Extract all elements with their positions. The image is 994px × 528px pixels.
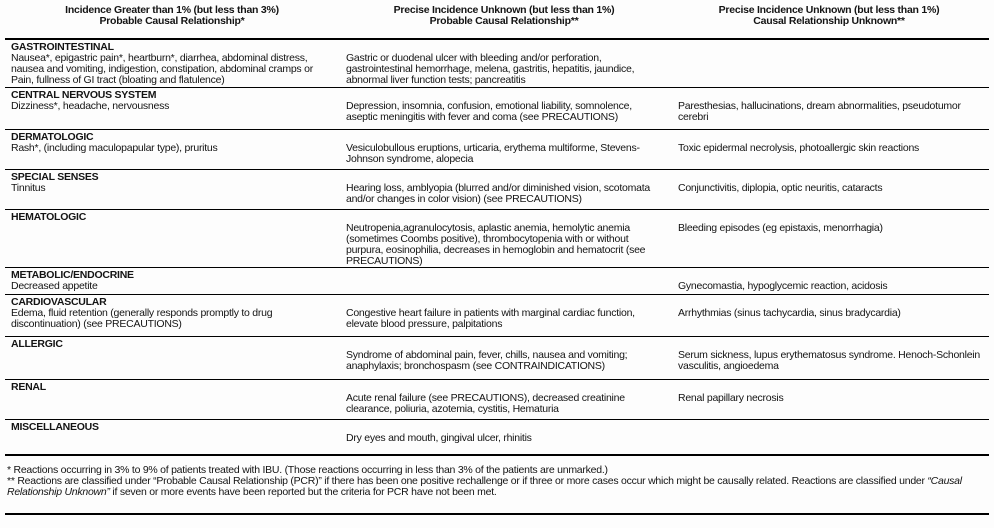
reaction-cell [339,295,669,336]
table-header-row [5,0,989,38]
footnote-text: ** Reactions are classified under “Probable Causal Relationship (PCR)” if there has been one positive rechallenge or if three or more cases occur which might be causally related. Reactions are classified under [7,475,928,487]
reaction-list: Depression, insomnia, confusion, emotional liability, somnolence, aseptic meningitis with fever and coma (see PRECAUTIONS) [346,100,632,123]
reaction-list: Arrhythmias (sinus tachycardia, sinus bradycardia) [678,307,901,319]
reaction-cell [669,268,989,294]
reaction-cell [339,268,669,294]
footnote-text: if seven or more events have been reported but the criteria for PCR have not been met. [109,486,497,498]
reaction-list [678,42,981,53]
table-row-cardiovascular [5,294,989,336]
body-system-heading: METABOLIC/ENDOCRINE [11,269,134,281]
reaction-cell [339,88,669,129]
body-system-cell [5,40,339,87]
reaction-list: Dizziness*, headache, nervousness [11,100,170,112]
reaction-list: Renal papillary necrosis [678,392,784,404]
column-header-line2: Causal Relationship Unknown** [753,15,905,27]
reaction-cell [669,40,989,87]
reaction-list: Hearing loss, amblyopia (blurred and/or diminished vision, scotomata and/or changes in color vision) (see PRECAUTIONS) [346,182,650,205]
table-row-central-nervous-system [5,87,989,129]
column-header-incidence-greater-1pct [5,5,339,38]
body-system-cell [5,268,339,294]
reaction-cell [339,170,669,209]
reaction-cell [339,40,669,87]
reaction-cell [669,337,989,379]
body-system-heading: CENTRAL NERVOUS SYSTEM [11,89,157,101]
column-header-line2: Probable Causal Relationship** [429,15,579,27]
body-system-heading: RENAL [11,381,46,393]
column-header-line1: Precise Incidence Unknown (but less than 1%) [393,4,615,16]
reaction-list: Acute renal failure (see PRECAUTIONS), decreased creatinine clearance, poliuria, azotemia, cystitis, Hematuria [346,392,625,415]
reaction-list: Vesiculobullous eruptions, urticaria, erythema multiforme, Stevens-Johnson syndrome, alopecia [346,142,640,165]
column-header-line1: Precise Incidence Unknown (but less than 1%) [718,4,940,16]
body-system-heading: CARDIOVASCULAR [11,296,107,308]
body-system-heading: GASTROINTESTINAL [11,41,114,53]
table-row-hematologic [5,209,989,267]
body-system-cell [5,337,339,379]
reaction-list: Bleeding episodes (eg epistaxis, menorrhagia) [678,222,883,234]
body-system-cell [5,420,339,454]
reaction-cell [669,130,989,169]
body-system-heading: ALLERGIC [11,338,63,350]
reaction-list: Dry eyes and mouth, gingival ulcer, rhinitis [346,432,532,444]
reaction-cell [669,420,989,454]
reaction-cell [669,210,989,267]
footnote-italic-phrase: “Causal Relationship Unknown” [7,475,962,498]
body-system-cell [5,170,339,209]
footnote-double-asterisk [7,476,987,498]
reaction-list: Nausea*, epigastric pain*, heartburn*, diarrhea, abdominal distress, nausea and vomiting, indigestion, constipation, abdominal cramps or Pain, fullness of GI tract (bloating and flatulence) [11,52,313,86]
table-row-allergic [5,336,989,379]
body-system-cell [5,130,339,169]
reaction-list: Toxic epidermal necrolysis, photoallergic skin reactions [678,142,920,154]
reaction-list: Tinnitus [11,182,46,194]
reaction-list: Serum sickness, lupus erythematosus syndrome. Henoch-Schonlein vasculitis, angioedema [678,349,980,372]
table-row-special-senses [5,169,989,209]
body-system-heading: MISCELLANEOUS [11,421,99,433]
table-row-dermatologic [5,129,989,169]
column-header-line2: Probable Causal Relationship* [99,15,245,27]
body-system-cell [5,88,339,129]
column-header-line1: Incidence Greater than 1% (but less than 3%) [65,4,279,16]
body-system-cell [5,295,339,336]
body-system-heading: DERMATOLOGIC [11,131,94,143]
reaction-list: Decreased appetite [11,280,98,292]
reaction-cell [669,170,989,209]
reaction-list [346,270,661,281]
reaction-list: Conjunctivitis, diplopia, optic neuritis, cataracts [678,182,883,194]
table-row-gastrointestinal [5,38,989,87]
adverse-reactions-table [5,0,989,515]
reaction-list: Neutropenia,agranulocytosis, aplastic anemia, hemolytic anemia (sometimes Coombs positive), thrombocytopenia with or without purpura, eosinophilia, decreases in hemoglobin and hematocrit (see PRECAUTIONS) [346,222,646,267]
reaction-cell [339,210,669,267]
reaction-list: Gynecomastia, hypoglycemic reaction, acidosis [678,280,888,292]
table-row-renal [5,379,989,419]
reaction-cell [669,295,989,336]
table-row-metabolic-endocrine [5,267,989,294]
reaction-list [678,422,981,433]
body-system-heading: SPECIAL SENSES [11,171,99,183]
reaction-cell [339,380,669,419]
column-header-unknown-pcr [339,5,669,38]
reaction-cell [339,130,669,169]
reaction-list: Syndrome of abdominal pain, fever, chills, nausea and vomiting; anaphylaxis; bronchospasm (see CONTRAINDICATIONS) [346,349,628,372]
body-system-cell [5,380,339,419]
body-system-heading: HEMATOLOGIC [11,211,87,223]
reaction-list: Paresthesias, hallucinations, dream abnormalities, pseudotumor cerebri [678,100,961,123]
reaction-cell [669,88,989,129]
table-row-miscellaneous [5,419,989,454]
reaction-list: Rash*, (including maculopapular type), pruritus [11,142,218,154]
table-footnotes [5,454,989,515]
body-system-cell [5,210,339,267]
reaction-cell [339,420,669,454]
reaction-list: Edema, fluid retention (generally responds promptly to drug discontinuation) (see PRECAUTIONS) [11,307,273,330]
reaction-list: Congestive heart failure in patients with marginal cardiac function, elevate blood pressure, palpitations [346,307,635,330]
column-header-unknown-causal [669,5,989,38]
reaction-list: Gastric or duodenal ulcer with bleeding and/or perforation, gastrointestinal hemorrhage, melena, gastritis, hepatitis, jaundice, abnormal liver function tests; pancreatitis [346,52,635,86]
reaction-cell [669,380,989,419]
reaction-cell [339,337,669,379]
footnote-single-asterisk: * Reactions occurring in 3% to 9% of patients treated with IBU. (Those reactions occurring in less than 3% of the patients are unmarked.) [7,464,608,476]
